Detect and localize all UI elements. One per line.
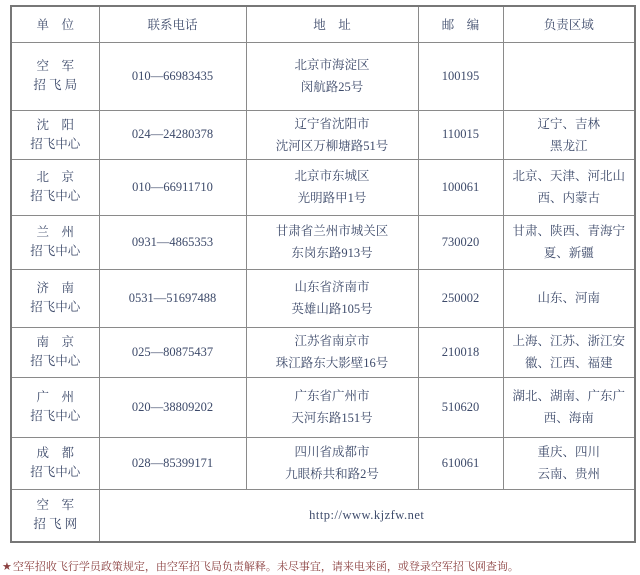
address-cell (246, 269, 418, 327)
phone-cell: 0931—4865353 (99, 215, 246, 269)
postal-code-cell: 210018 (418, 327, 503, 377)
region-line: 辽宁、吉林 (537, 116, 600, 131)
unit-cell (11, 215, 99, 269)
unit-line: 招 飞 局 (33, 78, 78, 92)
unit-cell (11, 42, 99, 110)
postal-code-cell: 110015 (418, 110, 503, 159)
unit-line: 济 南 (36, 281, 74, 295)
region-line: 黑龙江 (549, 138, 588, 153)
contact-table-body (11, 42, 635, 542)
address-line: 东岗东路913号 (291, 246, 373, 260)
address-line: 山东省济南市 (294, 280, 370, 294)
phone-cell: 024—24280378 (99, 110, 246, 159)
unit-cell (11, 269, 99, 327)
region-line: 西、内蒙古 (537, 191, 600, 205)
unit-line: 兰 州 (36, 225, 74, 239)
unit-line: 招飞中心 (30, 409, 81, 423)
unit-cell (11, 110, 99, 159)
region-cell (503, 437, 635, 489)
region-cell (503, 159, 635, 215)
address-line: 甘肃省兰州市城关区 (275, 224, 389, 238)
address-line: 北京市东城区 (294, 169, 370, 183)
address-cell (246, 377, 418, 437)
unit-cell (11, 437, 99, 489)
unit-line: 招飞中心 (30, 136, 81, 151)
address-cell (246, 42, 418, 110)
address-line: 辽宁省沈阳市 (294, 116, 370, 131)
address-line: 天河东路151号 (291, 411, 373, 425)
unit-line: 招飞中心 (30, 189, 81, 203)
region-line: 重庆、四川 (537, 445, 600, 459)
unit-cell (11, 377, 99, 437)
postal-code-cell: 100195 (418, 42, 503, 110)
table-row (11, 159, 635, 215)
footnote (2, 559, 638, 575)
table-row (11, 269, 635, 327)
header-phone: 联系电话 (99, 6, 246, 42)
header-address: 地 址 (246, 6, 418, 42)
region-line: 西、海南 (543, 411, 594, 425)
unit-line: 空 军 (36, 498, 74, 513)
table-row (11, 215, 635, 269)
postal-code-cell: 610061 (418, 437, 503, 489)
postal-code-cell: 250002 (418, 269, 503, 327)
region-cell (503, 377, 635, 437)
postal-code-cell: 730020 (418, 215, 503, 269)
phone-cell: 020—38809202 (99, 377, 246, 437)
phone-cell: 0531—51697488 (99, 269, 246, 327)
address-line: 江苏省南京市 (294, 334, 370, 348)
address-line: 北京市海淀区 (294, 58, 370, 72)
region-cell (503, 269, 635, 327)
address-cell (246, 159, 418, 215)
unit-line: 南 京 (36, 335, 74, 349)
postal-code-cell: 100061 (418, 159, 503, 215)
header-unit: 单 位 (11, 6, 99, 42)
address-line: 四川省成都市 (294, 445, 370, 459)
unit-line: 空 军 (36, 59, 74, 73)
region-line: 甘肃、陕西、青海宁 (512, 224, 625, 238)
unit-line: 广 州 (36, 390, 74, 404)
address-line: 广东省广州市 (294, 389, 370, 403)
website-cell (99, 489, 635, 542)
footnote-text: 空军招收飞行学员政策规定，由空军招飞局负责解释。未尽事宜，请来电来函，或登录空军招飞网查询。 (12, 561, 519, 573)
address-line: 九眼桥共和路2号 (285, 467, 379, 481)
unit-line: 招 飞 网 (33, 517, 78, 532)
table-row (11, 327, 635, 377)
address-cell (246, 215, 418, 269)
region-line: 湖北、湖南、广东广 (512, 389, 625, 403)
table-row (11, 110, 635, 159)
address-line: 英雄山路105号 (291, 302, 373, 316)
address-line: 珠江路东大影壁16号 (275, 356, 389, 370)
unit-cell (11, 159, 99, 215)
table-header-row (11, 6, 635, 42)
region-cell (503, 42, 635, 110)
contact-table (10, 5, 636, 543)
address-cell (246, 327, 418, 377)
table-row (11, 437, 635, 489)
unit-line: 招飞中心 (30, 244, 81, 258)
header-postal-code: 邮 编 (418, 6, 503, 42)
unit-line: 北 京 (36, 170, 74, 184)
table-row (11, 489, 635, 542)
region-cell (503, 110, 635, 159)
phone-cell: 010—66983435 (99, 42, 246, 110)
unit-line: 招飞中心 (30, 354, 81, 368)
region-line: 徽、江西、福建 (524, 356, 613, 370)
region-cell (503, 215, 635, 269)
unit-cell (11, 327, 99, 377)
header-region: 负责区域 (503, 6, 635, 42)
unit-line: 沈 阳 (36, 117, 74, 132)
phone-cell: 025—80875437 (99, 327, 246, 377)
unit-cell (11, 489, 99, 542)
region-line: 夏、新疆 (543, 246, 594, 260)
unit-line: 招飞中心 (30, 465, 81, 479)
table-row (11, 42, 635, 110)
unit-line: 成 都 (36, 446, 74, 460)
postal-code-cell: 510620 (418, 377, 503, 437)
region-line: 北京、天津、河北山 (512, 169, 625, 183)
address-cell (246, 110, 418, 159)
region-cell (503, 327, 635, 377)
unit-line: 招飞中心 (30, 300, 81, 314)
address-cell (246, 437, 418, 489)
region-line: 上海、江苏、浙江安 (512, 334, 625, 348)
address-line: 闵航路25号 (300, 80, 364, 94)
address-line: 沈河区万柳塘路51号 (275, 138, 389, 153)
phone-cell: 010—66911710 (99, 159, 246, 215)
star-icon: ★ (2, 561, 12, 573)
address-line: 光明路甲1号 (297, 191, 367, 205)
table-row (11, 377, 635, 437)
region-line: 云南、贵州 (537, 467, 600, 481)
phone-cell: 028—85399171 (99, 437, 246, 489)
region-line: 山东、河南 (537, 291, 600, 305)
website-link[interactable]: http://www.kjzfw.net (309, 507, 425, 522)
